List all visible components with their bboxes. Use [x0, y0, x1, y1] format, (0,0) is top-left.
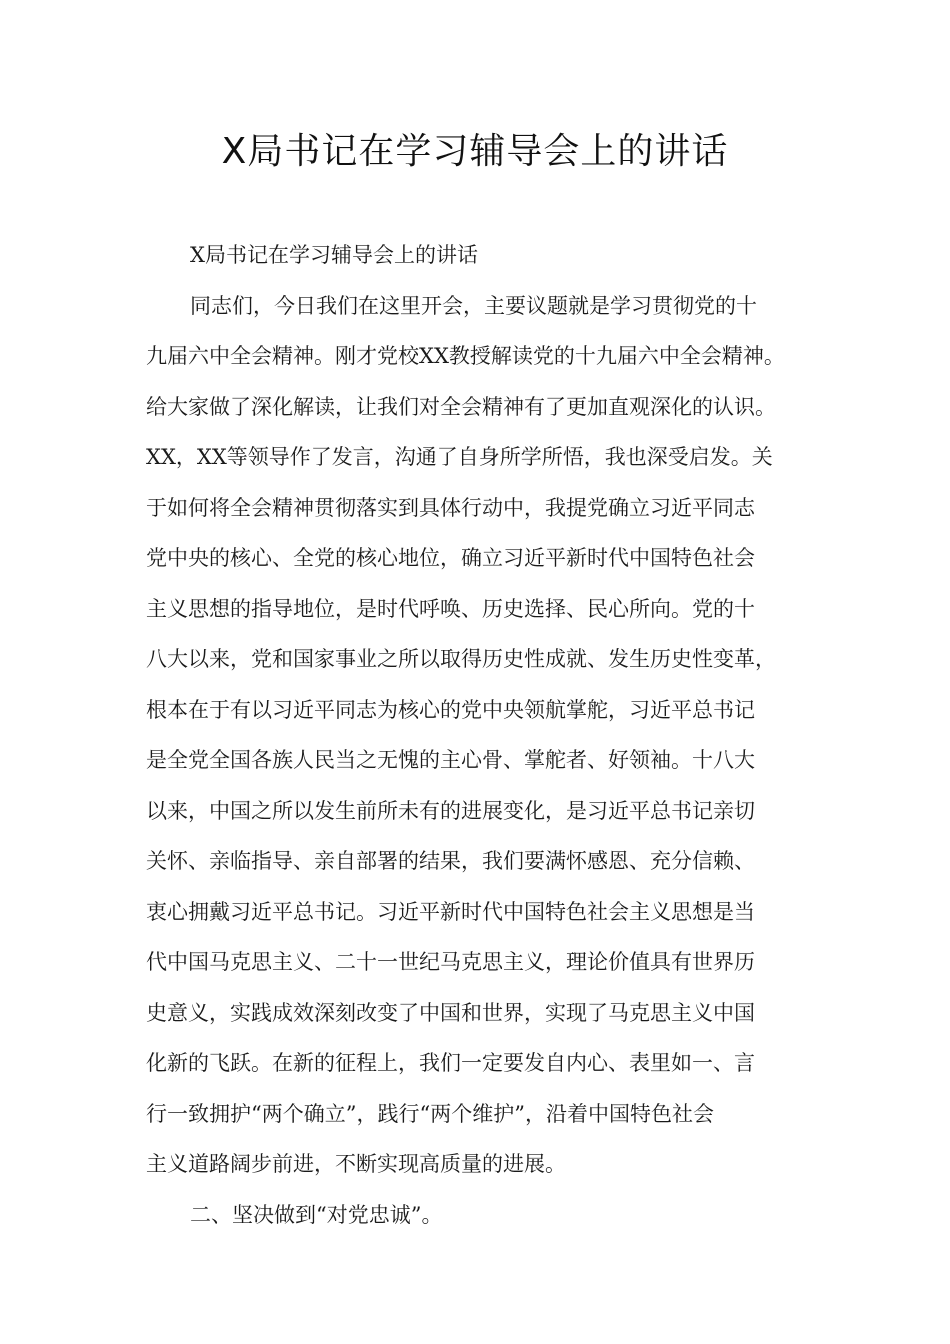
paragraph-line: 九届六中全会精神。刚才党校XX教授解读党的十九届六中全会精神。	[146, 344, 785, 368]
paragraph-line: 给大家做了深化解读，让我们对全会精神有了更加直观深化的认识。	[146, 394, 776, 419]
paragraph-line: 党中央的核心、全党的核心地位，确立习近平新时代中国特色社会	[146, 546, 755, 570]
paragraph-line: 衷心拥戴习近平总书记。习近平新时代中国特色社会主义思想是当	[146, 899, 755, 924]
paragraph-line: 化新的飞跃。在新的征程上，我们一定要发自内心、表里如一、言	[146, 1051, 755, 1075]
paragraph-line: XX，XX等领导作了发言，沟通了自身所学所悟，我也深受启发。关	[146, 445, 773, 469]
paragraph-line: 于如何将全会精神贯彻落实到具体行动中，我提党确立习近平同志	[146, 495, 755, 520]
paragraph-1	[146, 281, 826, 1190]
paragraph-line: 主义道路阔步前进，不断实现高质量的进展。	[146, 1152, 566, 1176]
paragraph-line: 代中国马克思主义、二十一世纪马克思主义，理论价值具有世界历	[146, 950, 755, 974]
paragraph-line: 主义思想的指导地位，是时代呼唤、历史选择、民心所向。党的十	[146, 596, 755, 621]
paragraph-line: 史意义，实践成效深刻改变了中国和世界，实现了马克思主义中国	[146, 1000, 755, 1025]
paragraph-line: 关怀、亲临指导、亲自部署的结果，我们要满怀感恩、充分信赖、	[146, 849, 755, 873]
document-title: X局书记在学习辅导会上的讲话	[221, 131, 729, 172]
paragraph-line: 八大以来，党和国家事业之所以取得历史性成就、发生历史性变革，	[146, 647, 776, 671]
paragraph-line: 是全党全国各族人民当之无愧的主心骨、掌舵者、好领袖。十八大	[146, 748, 755, 772]
paragraph-line: 同志们，今日我们在这里开会，主要议题就是学习贯彻党的十	[190, 293, 757, 318]
paragraph-line: 以来，中国之所以发生前所未有的进展变化，是习近平总书记亲切	[146, 798, 755, 823]
paragraph-line: 行一致拥护“两个确立”，践行“两个维护”，沿着中国特色社会	[146, 1101, 714, 1126]
document-subtitle: X局书记在学习辅导会上的讲话	[190, 243, 478, 267]
paragraph-line: 根本在于有以习近平同志为核心的党中央领航掌舵，习近平总书记	[146, 697, 755, 722]
section-heading: 二、坚决做到“对党忠诚”。	[190, 1202, 443, 1227]
document-body	[146, 230, 826, 1240]
